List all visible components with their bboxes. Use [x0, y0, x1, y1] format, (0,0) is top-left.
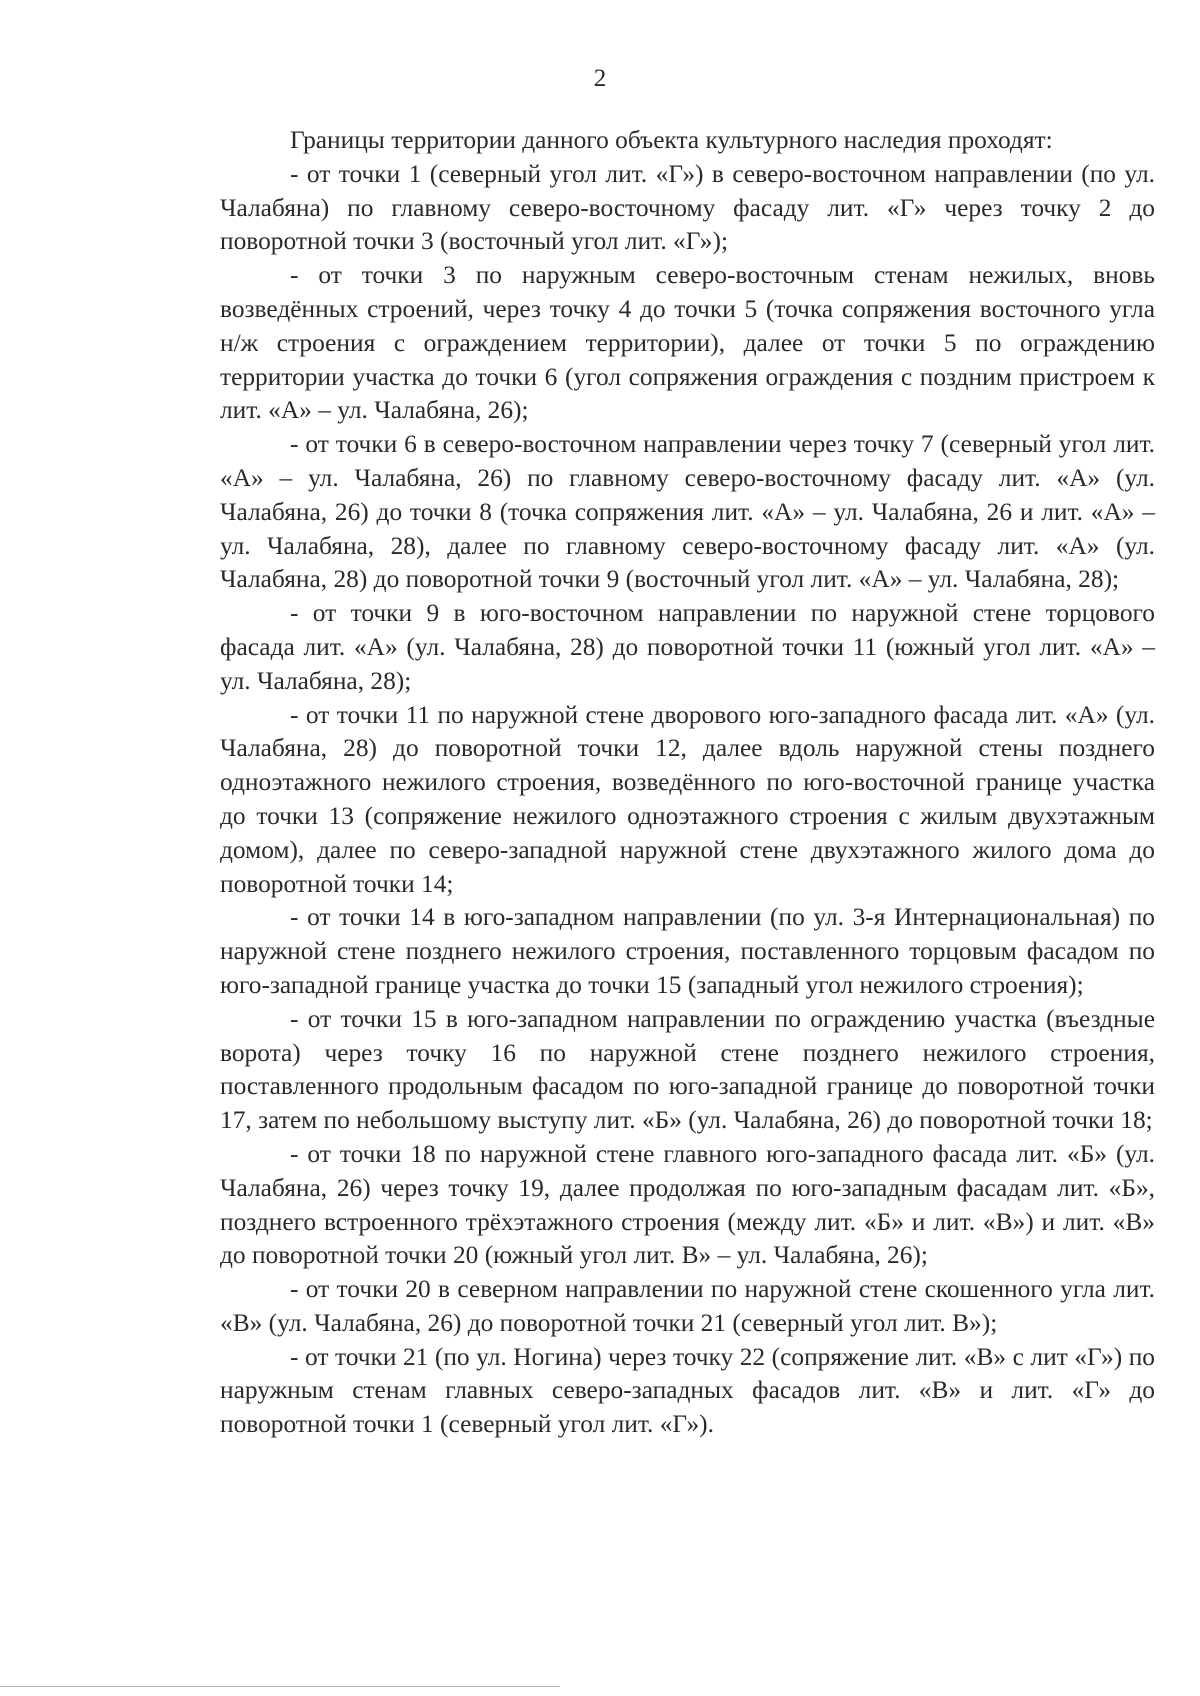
page-number: 2 [593, 65, 607, 92]
boundary-paragraph-7: - от точки 15 в юго-западном направлении по ограждению участка (въездные ворота) через точку 16 по наружной стене позднего нежилого строения, поставленного продольным фасадом по юго-западной границе до поворотной точки 17, затем по небольшому выступу лит. «Б» (ул. Чалабяна, 26) до поворотной точки 18; [220, 1004, 1155, 1135]
intro-paragraph: Границы территории данного объекта культурного наследия проходят: [290, 126, 1053, 154]
boundary-paragraph-8: - от точки 18 по наружной стене главного юго-западного фасада лит. «Б» (ул. Чалабяна, 26) через точку 19, далее продолжая по юго-западным фасадам лит. «Б», позднего встроенного трёхэтажного строения (между лит. «Б» и лит. «В») и лит. «В» до поворотной точки 20 (южный угол лит. В» – ул. Чалабяна, 26); [220, 1139, 1155, 1270]
document-body [220, 124, 1155, 1442]
boundary-paragraph-9: - от точки 20 в северном направлении по наружной стене скошенного угла лит. «В» (ул. Чалабяна, 26) до поворотной точки 21 (северный угол лит. В»); [220, 1275, 1155, 1337]
bottom-rule [0, 1686, 560, 1687]
boundary-paragraph-10: - от точки 21 (по ул. Ногина) через точку 22 (сопряжение лит. «В» с лит «Г») по наружным стенам главных северо-западных фасадов лит. «В» и лит. «Г» до поворотной точки 1 (северный угол лит. «Г»). [220, 1342, 1155, 1439]
boundary-paragraph-2: - от точки 3 по наружным северо-восточным стенам нежилых, вновь возведённых строений, через точку 4 до точки 5 (точка сопряжения восточного угла н/ж строения с ограждением территории), далее от точки 5 по ограждению территории участка до точки 6 (угол сопряжения ограждения с поздним пристроем к лит. «А» – ул. Чалабяна, 26); [220, 261, 1155, 425]
boundary-paragraph-4: - от точки 9 в юго-восточном направлении по наружной стене торцового фасада лит. «А» (ул. Чалабяна, 28) до поворотной точки 11 (южный угол лит. «А» – ул. Чалабяна, 28); [220, 599, 1155, 695]
boundary-paragraph-3: - от точки 6 в северо-восточном направлении через точку 7 (северный угол лит. «А» – ул. Чалабяна, 26) по главному северо-восточному фасаду лит. «А» (ул. Чалабяна, 26) до точки 8 (точка сопряжения лит. «А» – ул. Чалабяна, 26 и лит. «А» – ул. Чалабяна, 28), далее по главному северо-восточному фасаду лит. «А» (ул. Чалабяна, 28) до поворотной точки 9 (восточный угол лит. «А» – ул. Чалабяна, 28); [220, 430, 1155, 594]
boundary-paragraph-5: - от точки 11 по наружной стене дворового юго-западного фасада лит. «А» (ул. Чалабяна, 28) до поворотной точки 12, далее вдоль наружной стены позднего одноэтажного нежилого строения, возведённого по юго-восточной границе участка до точки 13 (сопряжение нежилого одноэтажного строения с жилым двухэтажным домом), далее по северо-западной наружной стене двухэтажного жилого дома до поворотной точки 14; [220, 700, 1155, 898]
boundary-paragraph-6: - от точки 14 в юго-западном направлении (по ул. 3-я Интернациональная) по наружной стене позднего нежилого строения, поставленного торцовым фасадом по юго-западной границе участка до точки 15 (западный угол нежилого строения); [220, 903, 1155, 999]
boundary-paragraph-1: - от точки 1 (северный угол лит. «Г») в северо-восточном направлении (по ул. Чалабяна) по главному северо-восточному фасаду лит. «Г» через точку 2 до поворотной точки 3 (восточный угол лит. «Г»); [220, 159, 1155, 256]
